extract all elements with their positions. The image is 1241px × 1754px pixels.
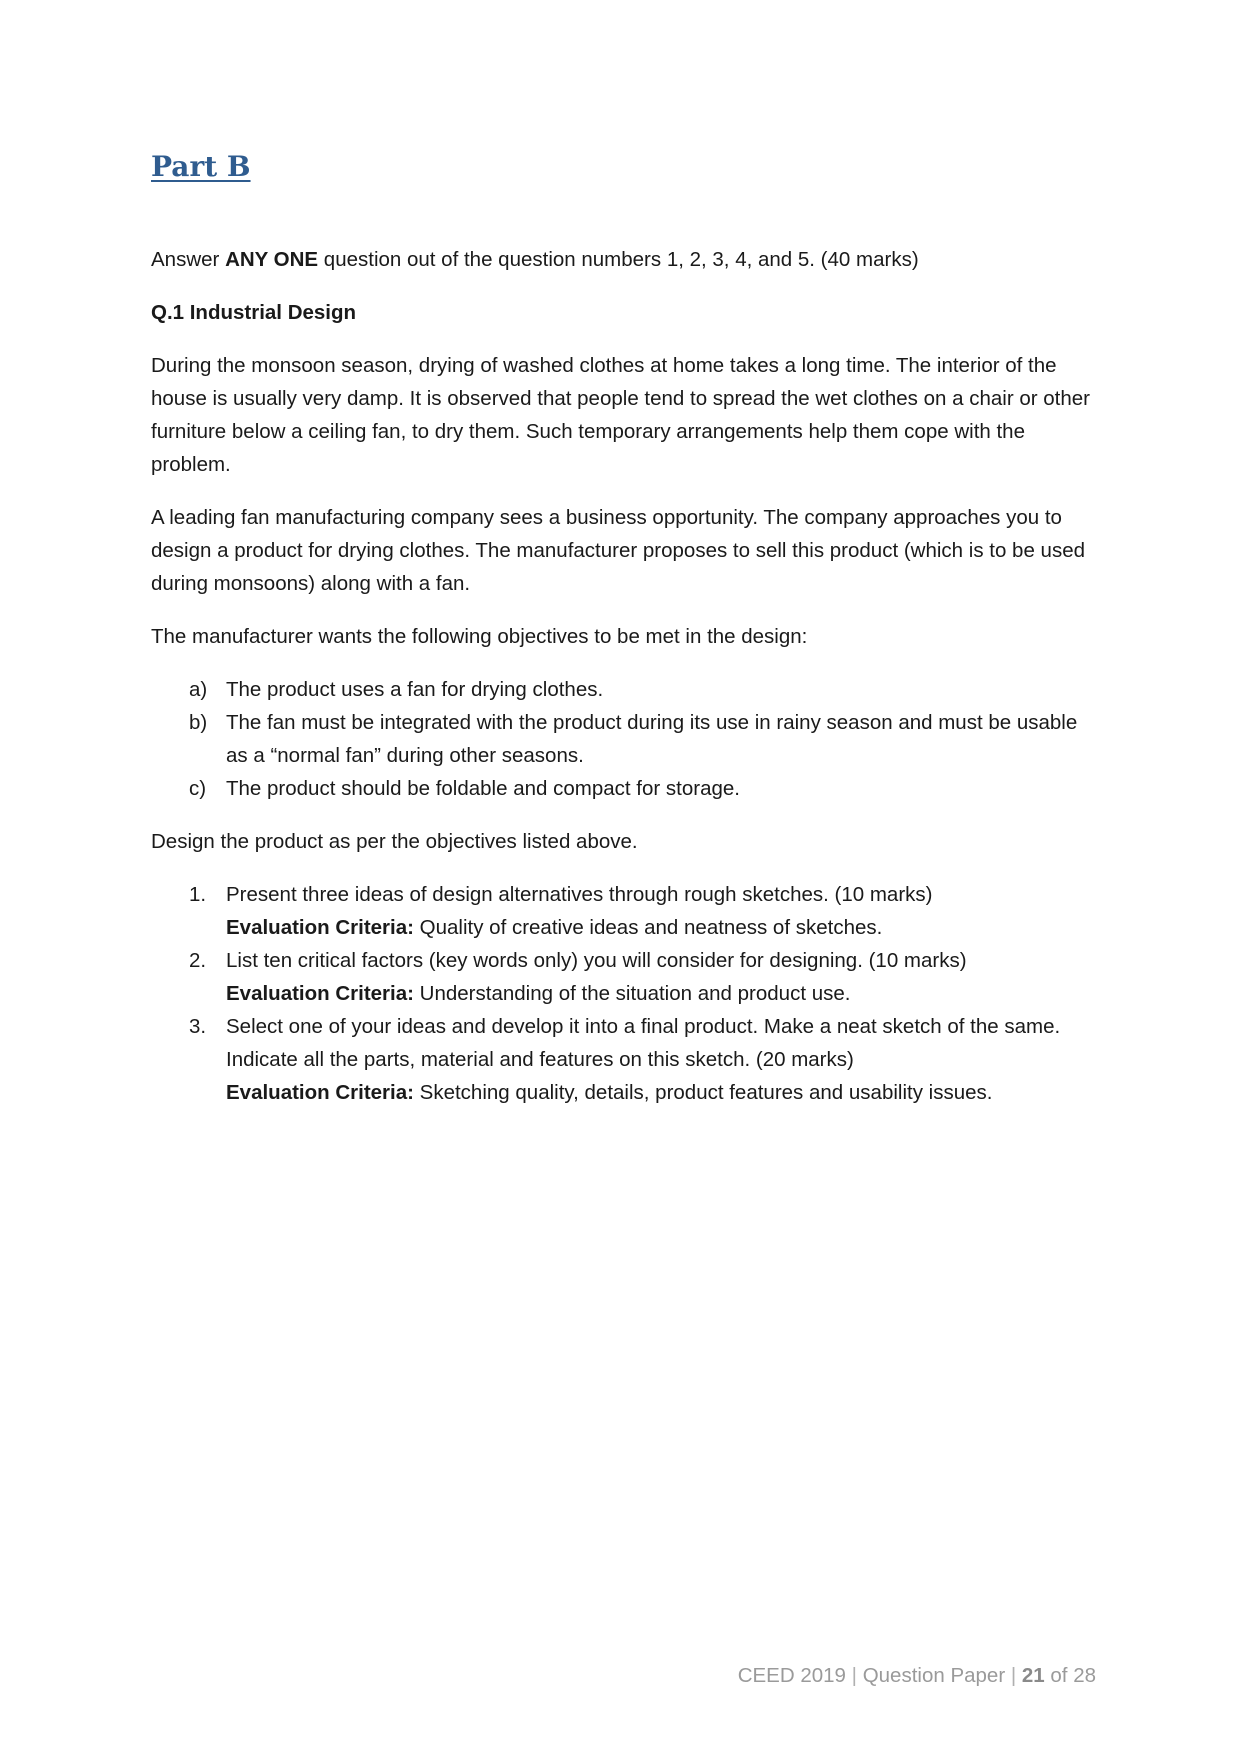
task-text: List ten critical factors (key words only) you will consider for designing. (10 marks) xyxy=(226,949,967,972)
objective-marker: b) xyxy=(189,711,208,734)
task-item xyxy=(151,944,1096,1010)
instructions-prefix: Answer xyxy=(151,248,226,271)
objective-item xyxy=(151,772,1096,805)
objective-item xyxy=(151,706,1096,772)
tasks-list xyxy=(151,878,1096,1109)
task-item xyxy=(151,1010,1096,1109)
footer-doc-label: CEED 2019 xyxy=(737,1664,846,1687)
criteria-text: Understanding of the situation and product use. xyxy=(413,982,851,1005)
page-footer xyxy=(738,1664,1096,1688)
criteria-label: Evaluation Criteria: xyxy=(226,916,414,939)
question-content xyxy=(151,243,1096,1129)
criteria-text: Quality of creative ideas and neatness of sketches. xyxy=(413,916,883,939)
question-heading: Q.1 Industrial Design xyxy=(151,301,357,324)
objectives-list xyxy=(151,673,1096,805)
objective-marker: a) xyxy=(189,678,208,701)
design-instruction: Design the product as per the objectives listed above. xyxy=(151,830,638,853)
objective-item xyxy=(151,673,1096,706)
evaluation-criteria xyxy=(226,911,1096,944)
task-marker: 3. xyxy=(189,1015,207,1038)
objectives-intro: The manufacturer wants the following objectives to be met in the design: xyxy=(151,625,808,648)
part-title: Part B xyxy=(151,150,251,183)
criteria-text: Sketching quality, details, product features and usability issues. xyxy=(413,1081,993,1104)
context-paragraph: During the monsoon season, drying of washed clothes at home takes a long time. The interior of the house is usually very damp. It is observed that people tend to spread the wet clothes on a chair or other furniture below a ceiling fan, to dry them. Such temporary arrangements help them cope with the problem. xyxy=(151,354,1090,476)
instructions-emphasis: ANY ONE xyxy=(225,248,319,271)
task-text: Select one of your ideas and develop it into a final product. Make a neat sketch of the same. Indicate all the parts, material and features on this sketch. (20 marks) xyxy=(226,1015,1061,1071)
objective-text: The fan must be integrated with the product during its use in rainy season and must be usable as a “normal fan” during other seasons. xyxy=(226,711,1078,767)
footer-page-number: 21 xyxy=(1021,1664,1045,1687)
opportunity-paragraph: A leading fan manufacturing company sees a business opportunity. The company approaches you to design a product for drying clothes. The manufacturer proposes to sell this product (which is to be used during monsoons) along with a fan. xyxy=(151,506,1086,595)
task-item xyxy=(151,878,1096,944)
criteria-label: Evaluation Criteria: xyxy=(226,982,414,1005)
objective-text: The product should be foldable and compact for storage. xyxy=(226,777,740,800)
footer-page-total: of 28 xyxy=(1044,1664,1096,1687)
objective-marker: c) xyxy=(189,777,207,800)
criteria-label: Evaluation Criteria: xyxy=(226,1081,414,1104)
objective-text: The product uses a fan for drying clothes. xyxy=(226,678,604,701)
footer-paper-label: Question Paper xyxy=(862,1664,1006,1687)
footer-separator: | xyxy=(1010,1664,1017,1687)
evaluation-criteria xyxy=(226,977,1096,1010)
task-text: Present three ideas of design alternatives through rough sketches. (10 marks) xyxy=(226,883,933,906)
evaluation-criteria xyxy=(226,1076,1096,1109)
footer-separator: | xyxy=(851,1664,857,1687)
task-marker: 1. xyxy=(189,883,207,906)
instructions xyxy=(151,243,1096,276)
task-marker: 2. xyxy=(189,949,207,972)
instructions-suffix: question out of the question numbers 1, 2, 3, 4, and 5. (40 marks) xyxy=(318,248,919,271)
